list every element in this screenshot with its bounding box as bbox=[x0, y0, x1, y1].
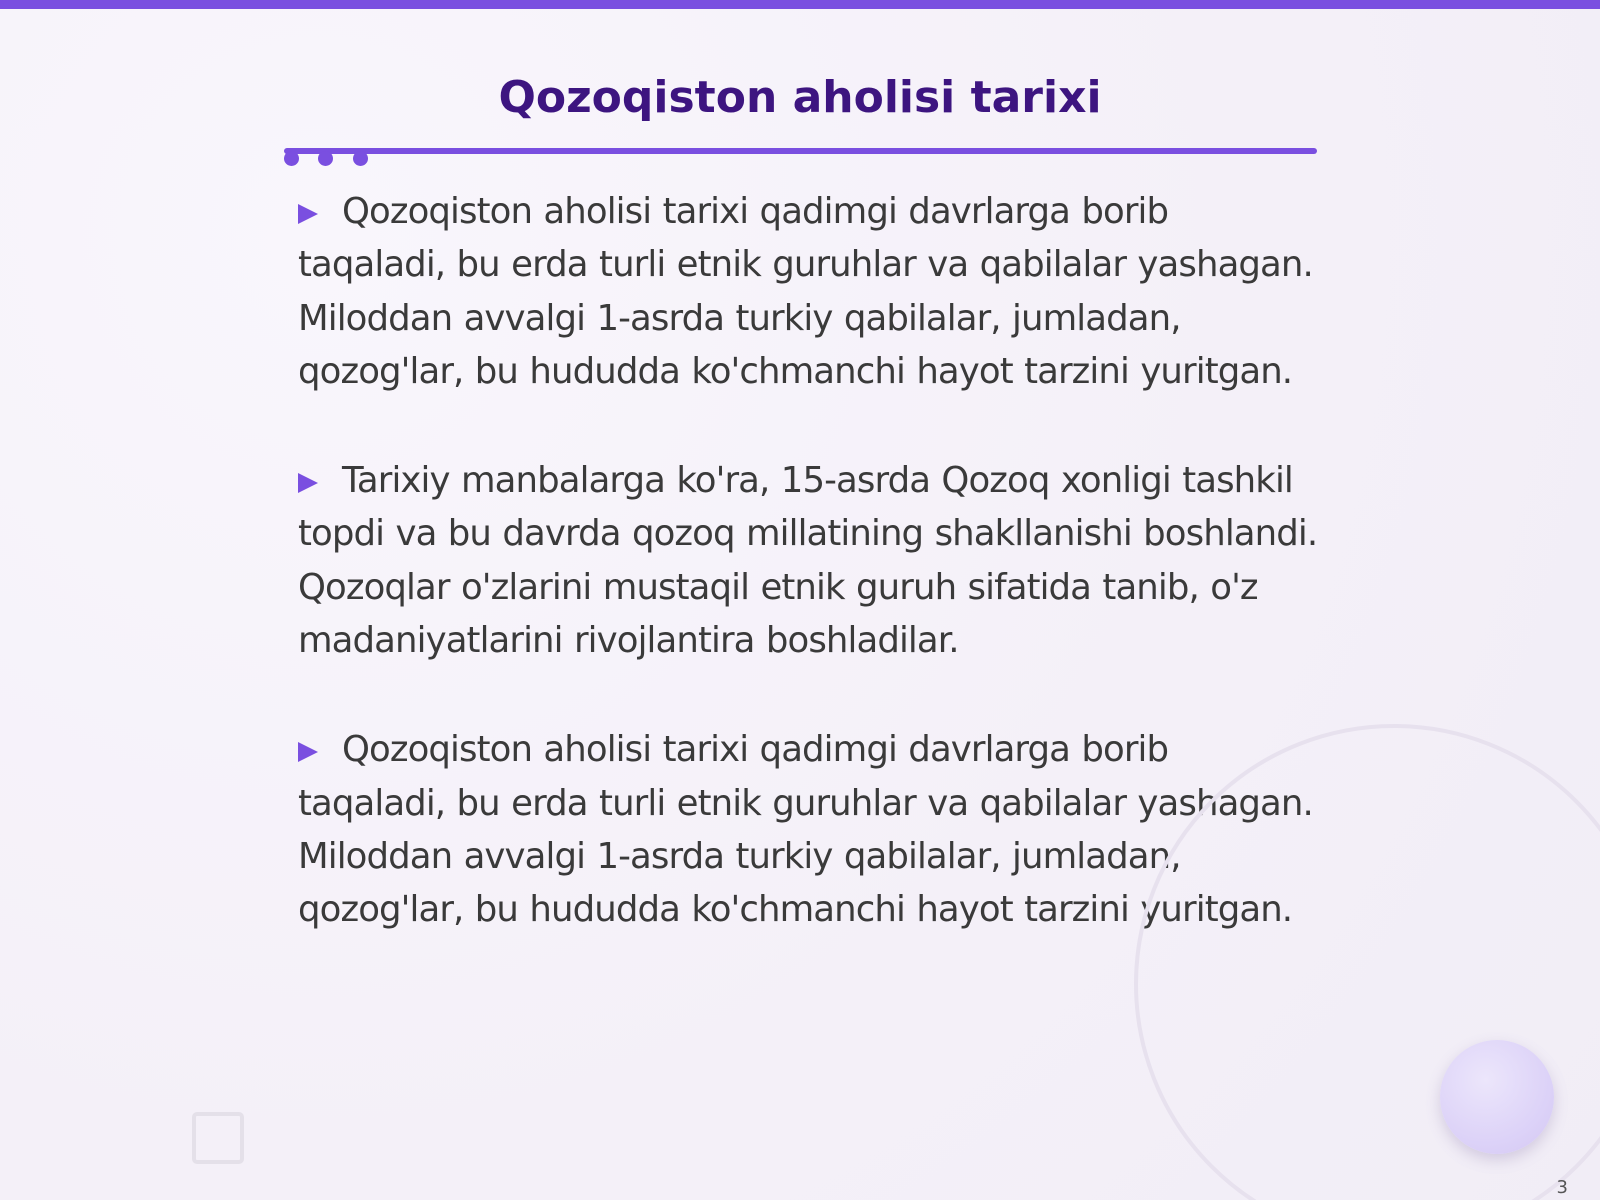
triangle-right-icon bbox=[298, 742, 318, 762]
decor-dot bbox=[318, 151, 333, 166]
bullet-text: Qozoqiston aholisi tarixi qadimgi davrlarga borib taqaladi, bu erda turli etnik guruhlar va qabilalar yashagan. Miloddan avvalgi 1-asrda turkiy qabilalar, jumladan, qozog'lar, bu hududda ko'chmanchi hayot tarzini yuritgan. bbox=[298, 729, 1313, 931]
bullet-list bbox=[298, 185, 1318, 937]
title-underline bbox=[284, 148, 1317, 154]
bullet-text: Tarixiy manbalarga ko'ra, 15-asrda Qozoq xonligi tashkil topdi va bu davrda qozoq millatining shakllanishi boshlandi. Qozoqlar o'zlarini mustaqil etnik guruh sifatida tanib, o'z madaniyatlarini rivojlantira boshladilar. bbox=[298, 460, 1318, 662]
slide-title: Qozoqiston aholisi tarixi bbox=[498, 72, 1102, 123]
decor-dot bbox=[284, 151, 299, 166]
bullet-text: Qozoqiston aholisi tarixi qadimgi davrlarga borib taqaladi, bu erda turli etnik guruhlar va qabilalar yashagan. Miloddan avvalgi 1-asrda turkiy qabilalar, jumladan, qozog'lar, bu hududda ko'chmanchi hayot tarzini yuritgan. bbox=[298, 191, 1313, 392]
bullet-item bbox=[298, 454, 1318, 667]
decor-square bbox=[192, 1112, 244, 1164]
page-number: 3 bbox=[1556, 1177, 1568, 1198]
decor-orb bbox=[1440, 1040, 1554, 1154]
decor-dot bbox=[353, 151, 368, 166]
triangle-right-icon bbox=[298, 473, 318, 493]
triangle-right-icon bbox=[298, 204, 318, 224]
bullet-item bbox=[298, 185, 1318, 398]
top-accent-bar bbox=[0, 0, 1600, 9]
